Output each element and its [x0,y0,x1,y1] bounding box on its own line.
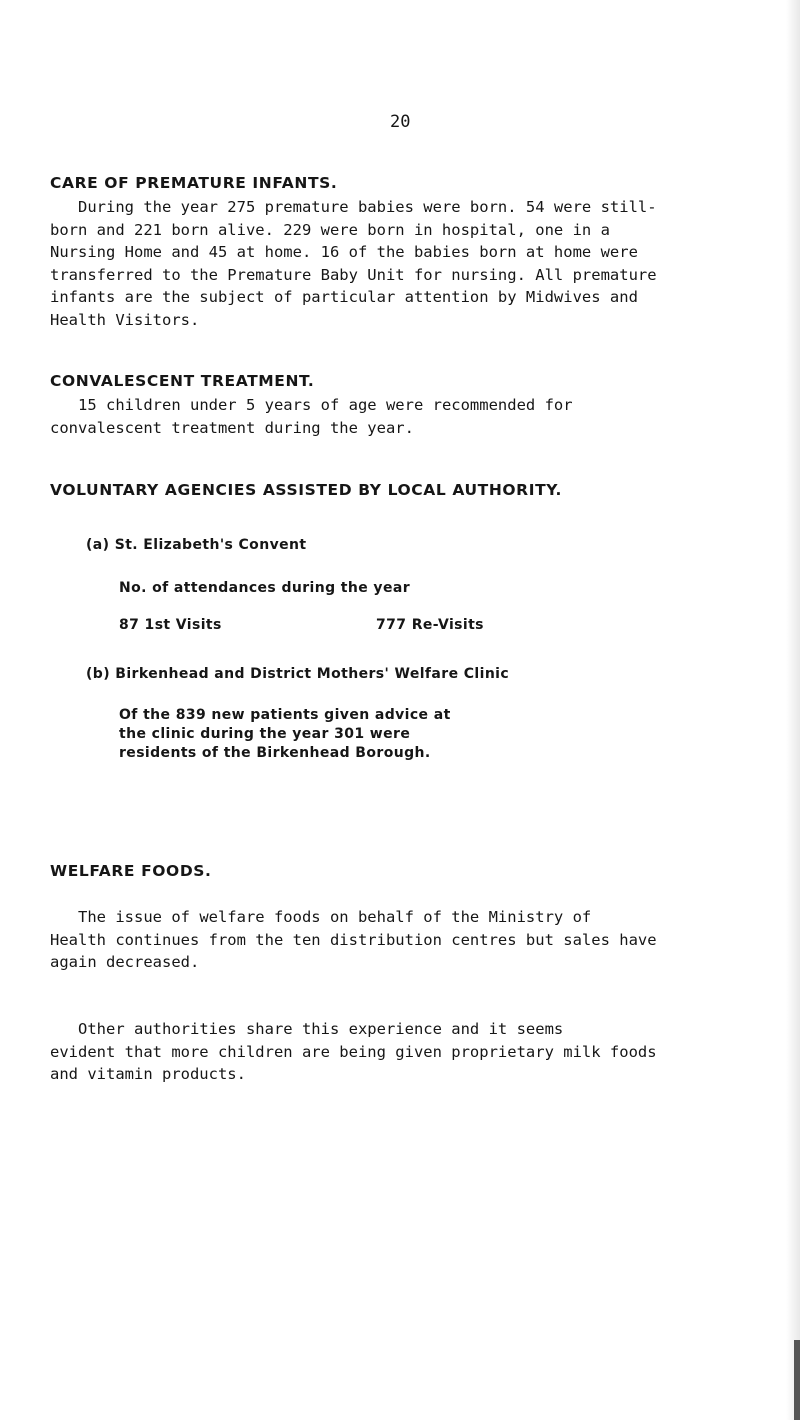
paragraph-line: and vitamin products. [50,1065,246,1083]
agency-a-label: (a) St. Elizabeth's Convent [86,537,307,553]
welfare-foods-paragraph-1 [50,906,657,974]
agency-b-label: (b) Birkenhead and District Mothers' Welfare Clinic [86,666,510,682]
paragraph-line: convalescent treatment during the year. [50,418,414,437]
page-number: 20 [390,112,411,132]
voluntary-agencies-heading: VOLUNTARY AGENCIES ASSISTED BY LOCAL AUTHORITY. [50,481,562,499]
convalescent-treatment-heading: CONVALESCENT TREATMENT. [50,372,315,390]
paragraph-line: Nursing Home and 45 at home. 16 of the babies born at home were [50,243,638,261]
welfare-foods-paragraph-2 [50,1018,657,1086]
attendances-label: No. of attendances during the year [119,580,410,596]
agency-b-paragraph [119,706,451,763]
paragraph-line: Other authorities share this experience and it seems [78,1020,564,1038]
paragraph-line: evident that more children are being given proprietary milk foods [50,1042,657,1061]
paragraph-line: transferred to the Premature Baby Unit for nursing. All premature [50,265,657,284]
binding-edge-mark [794,1340,800,1420]
convalescent-treatment-paragraph [50,394,573,439]
paragraph-line: During the year 275 premature babies were born. 54 were still- [78,198,657,216]
premature-infants-heading: CARE OF PREMATURE INFANTS. [50,174,338,192]
paragraph-line: Health continues from the ten distribution centres but sales have [50,930,657,949]
paragraph-line: residents of the Birkenhead Borough. [119,745,431,761]
paragraph-line: infants are the subject of particular attention by Midwives and [50,288,638,306]
premature-infants-paragraph [50,196,657,331]
welfare-foods-heading: WELFARE FOODS. [50,862,212,880]
paragraph-line: 15 children under 5 years of age were recommended for [78,396,573,414]
paragraph-line: Health Visitors. [50,310,200,329]
first-visits-count: 87 1st Visits [119,617,222,633]
paragraph-line: The issue of welfare foods on behalf of the Ministry of [78,908,592,926]
page-edge-shadow [786,0,800,1420]
re-visits-count: 777 Re-Visits [376,617,484,633]
paragraph-line: Of the 839 new patients given advice at [119,707,451,723]
paragraph-line: born and 221 born alive. 229 were born in hospital, one in a [50,220,610,239]
paragraph-line: again decreased. [50,953,200,971]
paragraph-line: the clinic during the year 301 were [119,726,411,742]
